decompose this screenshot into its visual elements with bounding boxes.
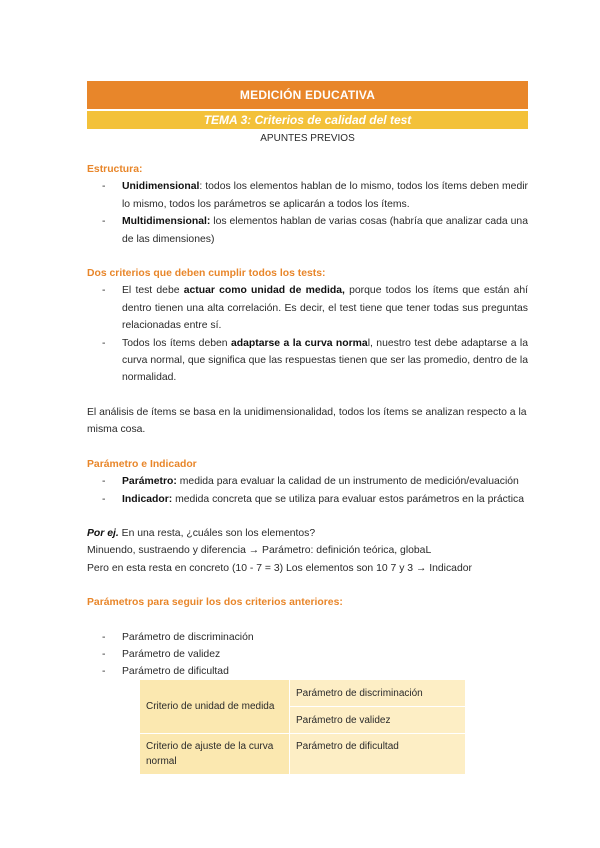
ejemplo-line-3: Pero en esta resta en concreto (10 - 7 = 3) Los elementos son 10 7 y 3 → Indicador <box>87 562 472 574</box>
heading-estructura: Estructura: <box>87 164 143 175</box>
list-item <box>122 213 528 248</box>
term: Multidimensional: <box>122 216 211 228</box>
document-page <box>87 81 529 767</box>
analisis-paragraph: El análisis de ítems se basa en la unidimensionalidad, todos los ítems se analizan respecto a la misma cosa. <box>87 406 527 436</box>
ejemplo-line-1 <box>87 525 528 542</box>
document-subtitle: TEMA 3: Criterios de calidad del test <box>87 111 528 129</box>
table-cell: Criterio de unidad de medida <box>140 680 290 734</box>
criterios-table <box>139 679 466 775</box>
table-row <box>140 680 466 707</box>
ejemplo-lead: Por ej. <box>87 527 119 539</box>
item-text: l, nuestro test debe adaptarse a la curva normal, que significa que las respuestas tienen que ser las promedio, dentro de la normalidad. <box>122 337 528 384</box>
list-item <box>122 491 528 508</box>
document-title: MEDICIÓN EDUCATIVA <box>87 81 528 109</box>
heading-parametros-lista: Parámetros para seguir los dos criterios anteriores: <box>87 597 343 609</box>
list-parametro <box>87 473 528 508</box>
list-item: - Parámetro de discriminación <box>122 629 528 646</box>
list-criterios <box>87 282 528 386</box>
table-row <box>140 734 466 775</box>
item-text: : todos los elementos hablan de lo mismo, todos los ítems deben medir lo mismo, todos los parámetros se aplicarán a todos los ítems. <box>122 181 528 210</box>
term: actuar como unidad de medida, <box>183 285 345 297</box>
list-parametros <box>87 629 528 681</box>
list-item: - Parámetro de dificultad <box>122 663 528 680</box>
table-cell: Parámetro de dificultad <box>290 734 466 775</box>
heading-criterios: Dos criterios que deben cumplir todos los tests: <box>87 268 326 280</box>
term: Parámetro: <box>122 476 177 488</box>
item-text: los elementos hablan de varias cosas (habría que analizar cada una de las dimensiones) <box>122 216 528 245</box>
item-pre: Todos los ítems deben <box>122 337 231 349</box>
item-text: medida concreta que se utiliza para evaluar estos parámetros en la práctica <box>172 493 524 505</box>
ejemplo-question: En una resta, ¿cuáles son los elementos? <box>118 527 316 539</box>
list-item <box>122 335 528 387</box>
item-text: medida para evaluar la calidad de un instrumento de medición/evaluación <box>176 476 519 488</box>
table-cell: Criterio de ajuste de la curva normal <box>140 734 290 775</box>
section-label: APUNTES PREVIOS <box>260 133 355 144</box>
heading-parametro: Parámetro e Indicador <box>87 458 197 470</box>
list-estructura <box>87 178 528 248</box>
item-text: porque todos los ítems que están ahí dentro tienen una alta correlación. Es decir, el test tiene que tener todas sus preguntas relacionadas entre sí. <box>122 285 529 332</box>
table-cell: Parámetro de validez <box>290 707 466 734</box>
list-item <box>122 178 528 213</box>
ejemplo-line-2: Minuendo, sustraendo y diferencia → Parámetro: definición teórica, globaL <box>87 545 432 557</box>
item-pre: El test debe <box>122 285 184 297</box>
table-cell: Parámetro de discriminación <box>290 680 466 707</box>
term: Unidimensional <box>122 181 200 193</box>
list-item: - Parámetro de validez <box>122 646 528 663</box>
term: adaptarse a la curva norma <box>230 337 368 349</box>
list-item <box>122 282 528 334</box>
term: Indicador: <box>122 493 173 505</box>
list-item <box>122 473 528 490</box>
